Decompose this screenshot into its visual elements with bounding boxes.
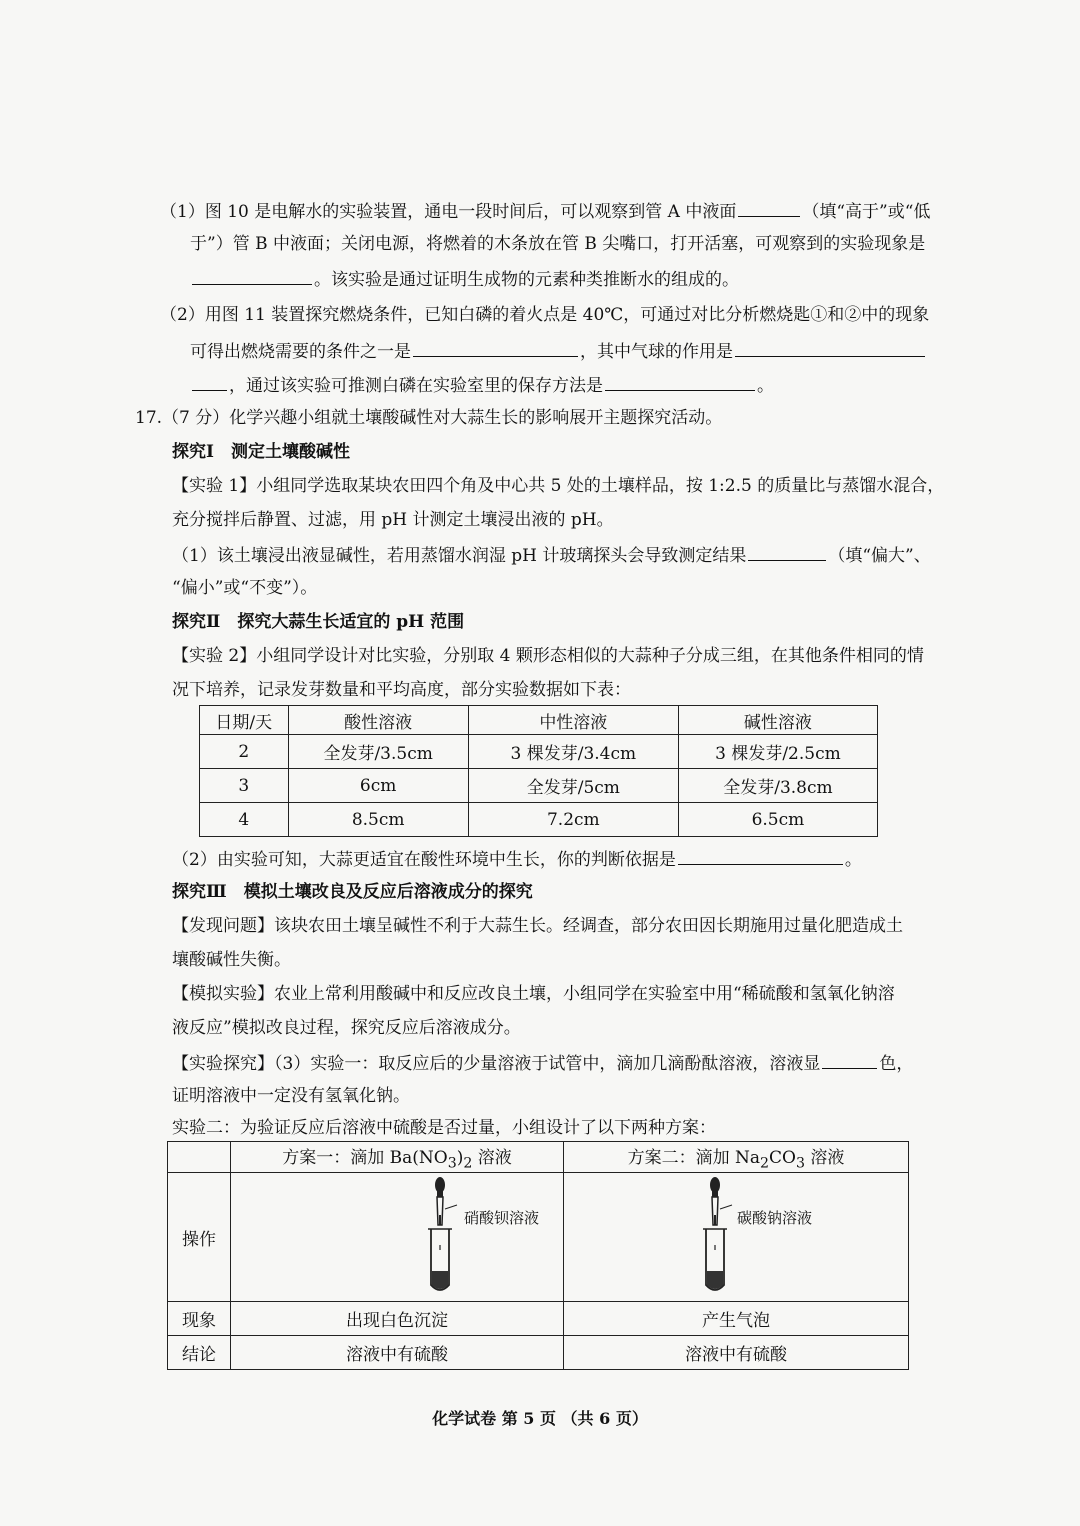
answer-blank xyxy=(678,846,843,865)
dropper-tube-icon xyxy=(231,1173,563,1301)
exp2-line1: 【实验 2】小组同学设计对比实验，分别取 4 颗形态相似的大蒜种子分成三组，在其他条件相同的情 xyxy=(172,646,924,666)
answer-blank xyxy=(748,542,826,561)
plan1-text-pre: 方案一：滴加 Ba(NO xyxy=(282,1147,448,1168)
table-cell: 3 xyxy=(200,769,289,803)
table-header-cell: 酸性溶液 xyxy=(288,706,468,735)
q17-3-text-a: 【实验探究】（3）实验一：取反应后的少量溶液于试管中，滴加几滴酚酞溶液，溶液显 xyxy=(172,1054,821,1074)
section3-title: 探究Ⅲ 模拟土壤改良及反应后溶液成分的探究 xyxy=(172,882,533,902)
sim-line2: 液反应”模拟改良过程，探究反应后溶液成分。 xyxy=(172,1018,521,1038)
answer-blank xyxy=(735,338,925,357)
table-cell: 3 棵发芽/3.4cm xyxy=(468,735,678,769)
q16-p1-line1 xyxy=(160,198,930,224)
phenomenon-2: 产生气泡 xyxy=(564,1302,909,1336)
tube2-label: 碳酸钠溶液 xyxy=(737,1209,813,1227)
table-cell: 6cm xyxy=(288,769,468,803)
table-row xyxy=(200,735,878,769)
table-cell: 2 xyxy=(200,735,289,769)
phenomenon-label: 现象 xyxy=(168,1302,231,1336)
q17-1-line2: “偏小”或“不变”）。 xyxy=(172,578,318,598)
answer-blank xyxy=(192,266,312,285)
plan1-text-post: 溶液 xyxy=(472,1147,512,1168)
plan1-sub2: 2 xyxy=(463,1155,473,1172)
conclusion-label: 结论 xyxy=(168,1336,231,1370)
q17-3-line2: 证明溶液中一定没有氢氧化钠。 xyxy=(172,1086,410,1106)
page-footer: 化学试卷 第 5 页 （共 6 页） xyxy=(432,1409,648,1428)
operation-cell-2 xyxy=(564,1173,909,1302)
plan2-text-mid: CO xyxy=(769,1147,796,1168)
plan2-sub2: 3 xyxy=(795,1155,805,1172)
table-row xyxy=(200,769,878,803)
plan2-text-post: 溶液 xyxy=(805,1147,845,1168)
table-header-cell: 碱性溶液 xyxy=(678,706,877,735)
table-cell: 全发芽/5cm xyxy=(468,769,678,803)
answer-blank xyxy=(822,1050,877,1069)
table-header-row xyxy=(200,706,878,735)
q16-p2-text-b: ，其中气球的作用是 xyxy=(580,342,733,362)
plan2-sub1: 2 xyxy=(760,1155,770,1172)
plan1-text-mid: ) xyxy=(456,1147,464,1168)
exp2-line2: 况下培养，记录发芽数量和平均高度，部分实验数据如下表： xyxy=(172,680,631,700)
answer-blank xyxy=(413,338,578,357)
operation-label: 操作 xyxy=(168,1173,231,1302)
operation-row xyxy=(168,1173,909,1302)
q16-p2-line2 xyxy=(190,338,927,364)
q16-p1-line3 xyxy=(190,266,739,292)
q17-2-text-b: 。 xyxy=(844,850,862,870)
table-cell: 全发芽/3.8cm xyxy=(678,769,877,803)
conclusion-1: 溶液中有硫酸 xyxy=(231,1336,564,1370)
q17-1-text-a: （1）该土壤浸出液显碱性，若用蒸馏水润湿 pH 计玻璃探头会导致测定结果 xyxy=(172,546,747,566)
plan2-header xyxy=(564,1142,909,1173)
exp-two-line: 实验二：为验证反应后溶液中硫酸是否过量，小组设计了以下两种方案： xyxy=(172,1118,716,1138)
q16-p1-text-c: 。该实验是通过证明生成物的元素种类推断水的组成的。 xyxy=(314,270,739,290)
plans-header-row xyxy=(168,1142,909,1173)
answer-blank xyxy=(192,372,227,391)
q17-1-line1 xyxy=(172,542,931,568)
q16-p2-line3 xyxy=(190,372,774,398)
plan2-text-pre: 方案二：滴加 Na xyxy=(627,1147,761,1168)
sim-line1: 【模拟实验】农业上常利用酸碱中和反应改良土壤，小组同学在实验室中用“稀硫酸和氢氧化钠溶 xyxy=(172,984,895,1004)
q17-2-text-a: （2）由实验可知，大蒜更适宜在酸性环境中生长，你的判断依据是 xyxy=(172,850,676,870)
germination-table xyxy=(199,705,878,837)
table-cell: 3 棵发芽/2.5cm xyxy=(678,735,877,769)
q16-p2-text-c: ，通过该实验可推测白磷在实验室里的保存方法是 xyxy=(229,376,603,396)
table-header-cell: 日期/天 xyxy=(200,706,289,735)
plans-corner-cell xyxy=(168,1142,231,1173)
q16-p1-line2: 于”）管 B 中液面；关闭电源，将燃着的木条放在管 B 尖嘴口，打开活塞，可观察到的实验现象是 xyxy=(190,234,926,254)
q17-3-line1 xyxy=(172,1050,913,1076)
q16-p1-text-b: （填“高于”或“低 xyxy=(802,202,931,222)
q16-p1-text-a: （1）图 10 是电解水的实验装置，通电一段时间后，可以观察到管 A 中液面 xyxy=(160,202,737,222)
table-cell: 全发芽/3.5cm xyxy=(288,735,468,769)
plans-table xyxy=(167,1141,909,1370)
plan1-header xyxy=(231,1142,564,1173)
tube1-label: 硝酸钡溶液 xyxy=(464,1209,540,1227)
q16-p2-text-d: 。 xyxy=(757,376,774,396)
plan1-sub1: 3 xyxy=(447,1155,457,1172)
q17-2-line xyxy=(172,846,862,872)
find-line2: 壤酸碱性失衡。 xyxy=(172,950,291,970)
answer-blank xyxy=(738,198,800,217)
table-row xyxy=(200,803,878,837)
exp1-line1: 【实验 1】小组同学选取某块农田四个角及中心共 5 处的土壤样品，按 1:2.5 的质量比与蒸馏水混合， xyxy=(172,476,945,496)
answer-blank xyxy=(605,372,755,391)
q17-3-text-b: 色， xyxy=(879,1054,914,1074)
conclusion-row xyxy=(168,1336,909,1370)
q17-1-text-b: （填“偏大”、 xyxy=(828,546,931,566)
dropper-tube-icon xyxy=(564,1173,908,1301)
table-cell: 4 xyxy=(200,803,289,837)
section2-title: 探究Ⅱ 探究大蒜生长适宜的 pH 范围 xyxy=(172,612,465,632)
conclusion-2: 溶液中有硫酸 xyxy=(564,1336,909,1370)
operation-cell-1 xyxy=(231,1173,564,1302)
exp1-line2: 充分搅拌后静置、过滤，用 pH 计测定土壤浸出液的 pH。 xyxy=(172,510,614,530)
table-cell: 7.2cm xyxy=(468,803,678,837)
q16-p2-line1: （2）用图 11 装置探究燃烧条件，已知白磷的着火点是 40℃，可通过对比分析燃烧匙①和②中的现象 xyxy=(160,305,930,325)
section1-title: 探究Ⅰ 测定土壤酸碱性 xyxy=(172,442,350,462)
table-cell: 6.5cm xyxy=(678,803,877,837)
q17-header: 17.（7 分）化学兴趣小组就土壤酸碱性对大蒜生长的影响展开主题探究活动。 xyxy=(135,408,723,428)
phenomenon-1: 出现白色沉淀 xyxy=(231,1302,564,1336)
table-cell: 8.5cm xyxy=(288,803,468,837)
phenomenon-row xyxy=(168,1302,909,1336)
q16-p2-text-a: 可得出燃烧需要的条件之一是 xyxy=(190,342,411,362)
table-header-cell: 中性溶液 xyxy=(468,706,678,735)
find-line1: 【发现问题】该块农田土壤呈碱性不利于大蒜生长。经调查，部分农田因长期施用过量化肥造成土 xyxy=(172,916,903,936)
